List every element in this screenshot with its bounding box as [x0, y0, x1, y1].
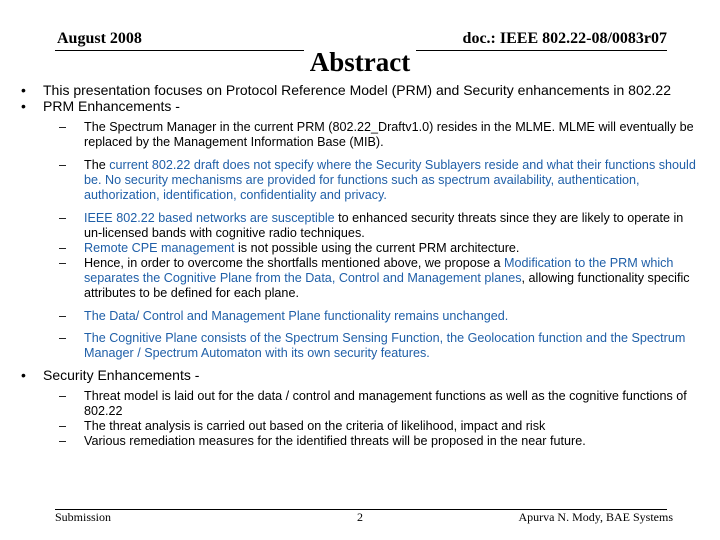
bullet-text: This presentation focuses on Protocol Reference Model (PRM) and Security enhancements in 802.22 [43, 82, 672, 98]
dash-marker: – [59, 389, 67, 403]
dash-marker: – [59, 331, 67, 345]
security-item-threat-model [21, 389, 701, 419]
slide-title-text: Abstract [304, 47, 416, 77]
dash-marker: – [59, 120, 67, 134]
bullet-marker: • [21, 367, 26, 383]
item-text: Various remediation measures for the identified threats will be proposed in the near future. [84, 434, 586, 448]
bullet-security-enhancements [21, 367, 701, 383]
slide-body [21, 82, 701, 449]
dash-marker: – [59, 241, 67, 255]
item-text: The threat analysis is carried out based on the criteria of likelihood, impact and risk [84, 419, 546, 433]
item-text-highlight: IEEE 802.22 based networks are susceptible [84, 211, 335, 225]
prm-item-remote-cpe [21, 241, 701, 256]
bullet-marker: • [21, 82, 26, 98]
dash-marker: – [59, 211, 67, 225]
security-item-remediation [21, 434, 701, 449]
item-text-highlight: Remote CPE management [84, 241, 235, 255]
bullet-text: PRM Enhancements - [43, 98, 180, 114]
security-item-threat-analysis [21, 419, 701, 434]
header-doc-id: doc.: IEEE 802.22-08/0083r07 [462, 30, 667, 47]
bullet-overview [21, 82, 701, 98]
dash-marker: – [59, 256, 67, 270]
item-text: , allowing functionality specific attributes to be defined for each plane. [84, 271, 690, 300]
item-text: to enhanced security threats since they are likely to operate in un-licensed bands with cognitive radio techniques. [84, 211, 684, 240]
prm-item-susceptible-networks [21, 211, 701, 241]
item-text-highlight: The Cognitive Plane consists of the Spectrum Sensing Function, the Geolocation function and the Spectrum Manager / Spectrum Automaton with its own security features. [84, 331, 686, 360]
item-text: The Spectrum Manager in the current PRM (802.22_Draftv1.0) resides in the MLME. MLME will eventually be replaced by the Management Information Base (MIB). [84, 120, 694, 149]
dash-marker: – [59, 309, 67, 323]
item-text-highlight: Modification to the PRM which separates the Cognitive Plane from the Data, Control and Management planes [84, 256, 674, 285]
item-text: The [84, 158, 110, 172]
dash-marker: – [59, 419, 67, 433]
prm-item-spectrum-manager [21, 120, 701, 150]
item-text: is not possible using the current PRM architecture. [234, 241, 520, 255]
bullet-text: Security Enhancements - [43, 367, 200, 383]
item-text: Threat model is laid out for the data / control and management functions as well as the cognitive functions of 802.22 [84, 389, 687, 418]
item-text: Hence, in order to overcome the shortfalls mentioned above, we propose a [84, 256, 505, 270]
prm-item-data-control-plane [21, 309, 701, 324]
footer-author: Apurva N. Mody, BAE Systems [518, 510, 673, 524]
bullet-marker: • [21, 98, 26, 114]
prm-item-modification-proposal [21, 256, 701, 301]
bullet-prm-enhancements [21, 98, 701, 114]
dash-marker: – [59, 158, 67, 172]
item-text-highlight: The Data/ Control and Management Plane functionality remains unchanged. [84, 309, 509, 323]
footer-submission: Submission [55, 510, 112, 524]
header-date: August 2008 [57, 30, 142, 47]
slide-title [0, 47, 720, 78]
footer-page-number: 2 [357, 510, 363, 524]
prm-item-cognitive-plane [21, 331, 701, 361]
item-text-highlight: current 802.22 draft does not specify where the Security Sublayers reside and what their functions should be. No security mechanisms are provided for functions such as spectrum availability, authentication, authorization, identification, confidentiality and privacy. [84, 158, 696, 202]
dash-marker: – [59, 434, 67, 448]
prm-item-security-sublayers [21, 158, 701, 203]
